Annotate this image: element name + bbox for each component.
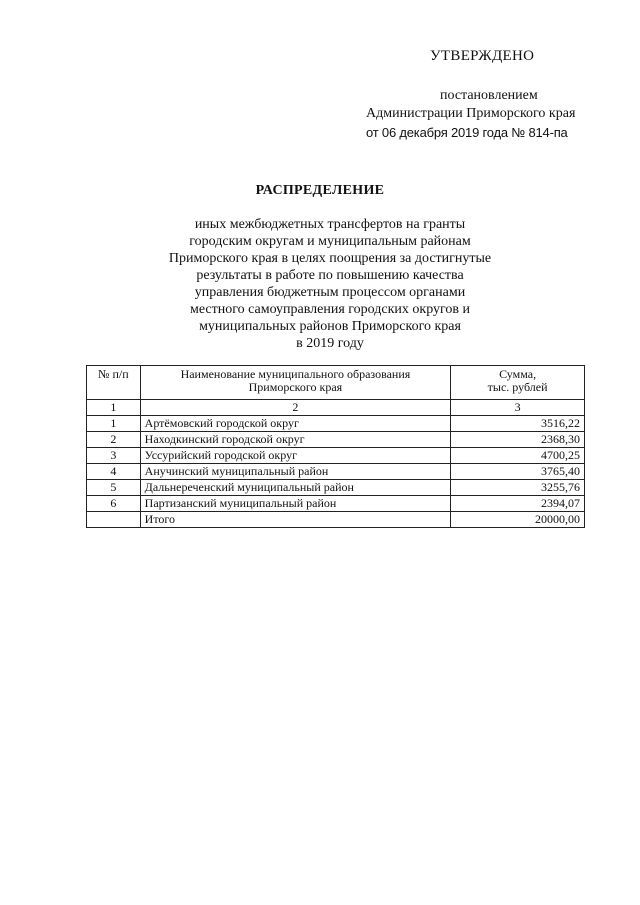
row-num: 4 [87, 464, 141, 480]
table-row [87, 496, 585, 512]
total-num [87, 512, 141, 528]
column-number-row [87, 400, 585, 416]
header-name [140, 366, 451, 400]
column-number: 1 [87, 400, 141, 416]
row-num: 2 [87, 432, 141, 448]
table-row [87, 464, 585, 480]
row-num: 5 [87, 480, 141, 496]
row-name: Артёмовский городской округ [140, 416, 451, 432]
row-sum: 3516,22 [451, 416, 585, 432]
total-label: Итого [140, 512, 451, 528]
subtitle-line: муниципальных районов Приморского края [199, 319, 461, 334]
approval-authority: Администрации Приморского края [366, 106, 576, 121]
approved-label: УТВЕРЖДЕНО [430, 48, 535, 64]
distribution-table [86, 365, 585, 528]
table-header-row [87, 366, 585, 400]
table-row [87, 448, 585, 464]
document-title: РАСПРЕДЕЛЕНИЕ [255, 183, 385, 198]
header-name-line1: Наименование муниципального образования [180, 367, 411, 381]
column-number: 2 [140, 400, 451, 416]
row-sum: 3765,40 [451, 464, 585, 480]
subtitle-line: иных межбюджетных трансфертов на гранты [194, 217, 466, 232]
row-name: Находкинский городской округ [140, 432, 451, 448]
total-row [87, 512, 585, 528]
row-sum: 3255,76 [451, 480, 585, 496]
row-sum: 2368,30 [451, 432, 585, 448]
row-name: Анучинский муниципальный район [140, 464, 451, 480]
document-subtitle [120, 216, 540, 352]
subtitle-line: управления бюджетным процессом органами [194, 285, 466, 300]
header-sum [451, 366, 585, 400]
subtitle-line: местного самоуправления городских округов и [189, 302, 471, 317]
row-name: Партизанский муниципальный район [140, 496, 451, 512]
table-row [87, 480, 585, 496]
approval-decree-label: постановлением [440, 88, 538, 103]
row-sum: 4700,25 [451, 448, 585, 464]
column-number: 3 [451, 400, 585, 416]
header-num: № п/п [87, 366, 141, 400]
total-sum: 20000,00 [451, 512, 585, 528]
subtitle-line: городским округам и муниципальным районам [189, 234, 471, 249]
row-num: 1 [87, 416, 141, 432]
header-sum-line2: тыс. рублей [487, 380, 548, 394]
table-row [87, 416, 585, 432]
header-name-line2: Приморского края [248, 380, 343, 394]
subtitle-line: Приморского края в целях поощрения за достигнутые [168, 251, 492, 266]
row-num: 3 [87, 448, 141, 464]
row-name: Дальнереченский муниципальный район [140, 480, 451, 496]
subtitle-line: результаты в работе по повышению качества [196, 268, 464, 283]
approval-date-number: от 06 декабря 2019 года № 814-па [366, 125, 568, 140]
row-num: 6 [87, 496, 141, 512]
row-name: Уссурийский городской округ [140, 448, 451, 464]
subtitle-line: в 2019 году [296, 336, 364, 351]
header-sum-line1: Сумма, [499, 367, 537, 381]
table-row [87, 432, 585, 448]
row-sum: 2394,07 [451, 496, 585, 512]
